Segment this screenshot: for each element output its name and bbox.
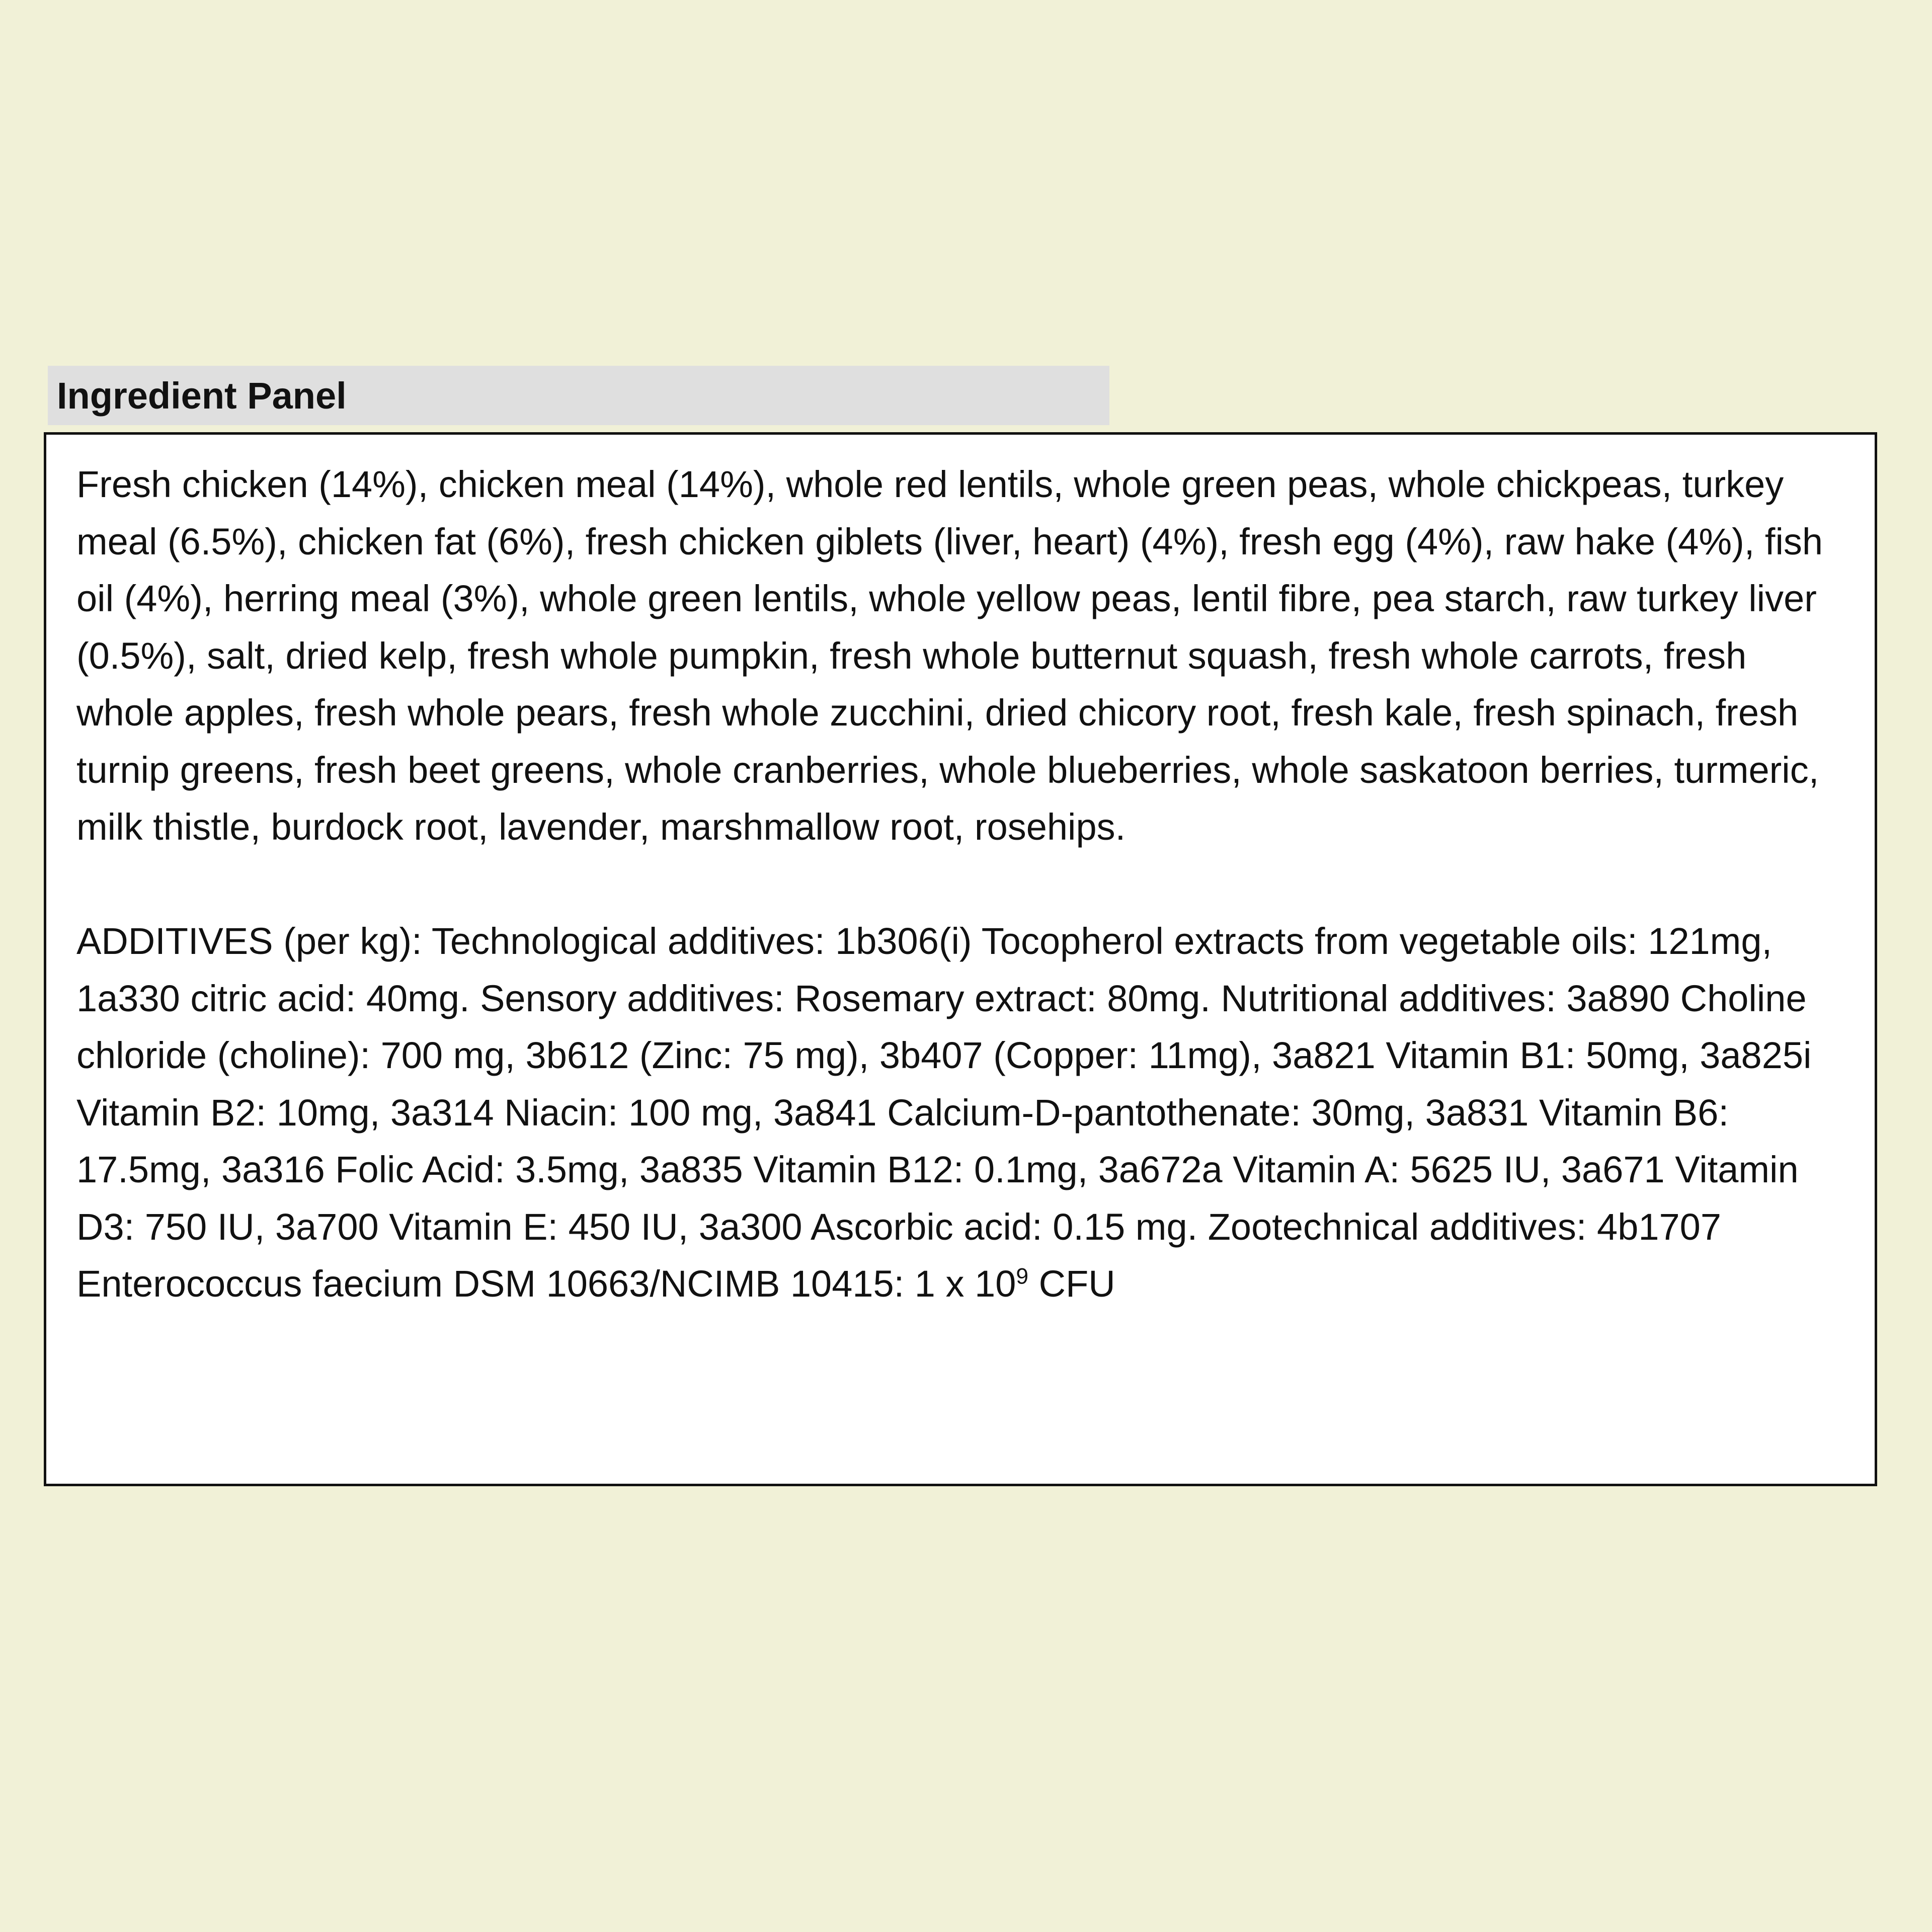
panel-header — [48, 366, 1109, 425]
additives-paragraph — [76, 913, 1849, 1313]
additives-exponent: 9 — [1016, 1264, 1029, 1289]
ingredient-panel-box — [44, 432, 1877, 1486]
additives-unit: CFU — [1028, 1263, 1115, 1305]
additives-text: ADDITIVES (per kg): Technological additives: 1b306(i) Tocopherol extracts from vegetable oils: 121mg, 1a330 citric acid: 40mg. Sensory additives: Rosemary extract: 80mg. Nutritional additives: 3a890 Choline chloride (choline): 700 mg, 3b612 (Zinc: 75 mg), 3b407 (Copper: 11mg), 3a821 Vitamin B1: 50mg, 3a825i Vitamin B2: 10mg, 3a314 Niacin: 100 mg, 3a841 Calcium-D-pantothenate: 30mg, 3a831 Vitamin B6: 17.5mg, 3a316 Folic Acid: 3.5mg, 3a835 Vitamin B12: 0.1mg, 3a672a Vitamin A: 5625 IU, 3a671 Vitamin D3: 750 IU, 3a700 Vitamin E: 450 IU, 3a300 Ascorbic acid: 0.15 mg. Zootechnical additives: 4b1707 Enterococcus faecium DSM 10663/NCIMB 10415: 1 x 10 — [76, 920, 1812, 1305]
ingredients-paragraph: Fresh chicken (14%), chicken meal (14%), whole red lentils, whole green peas, whole chickpeas, turkey meal (6.5%), chicken fat (6%), fresh chicken giblets (liver, heart) (4%), fresh egg (4%), raw hake (4%), fish oil (4%), herring meal (3%), whole green lentils, whole yellow peas, lentil fibre, pea starch, raw turkey liver (0.5%), salt, dried kelp, fresh whole pumpkin, fresh whole butternut squash, fresh whole carrots, fresh whole apples, fresh whole pears, fresh whole zucchini, dried chicory root, fresh kale, fresh spinach, fresh turnip greens, fresh beet greens, whole cranberries, whole blueberries, whole saskatoon berries, turmeric, milk thistle, burdock root, lavender, marshmallow root, rosehips. — [76, 463, 1823, 848]
panel-title: Ingredient Panel — [57, 374, 347, 417]
